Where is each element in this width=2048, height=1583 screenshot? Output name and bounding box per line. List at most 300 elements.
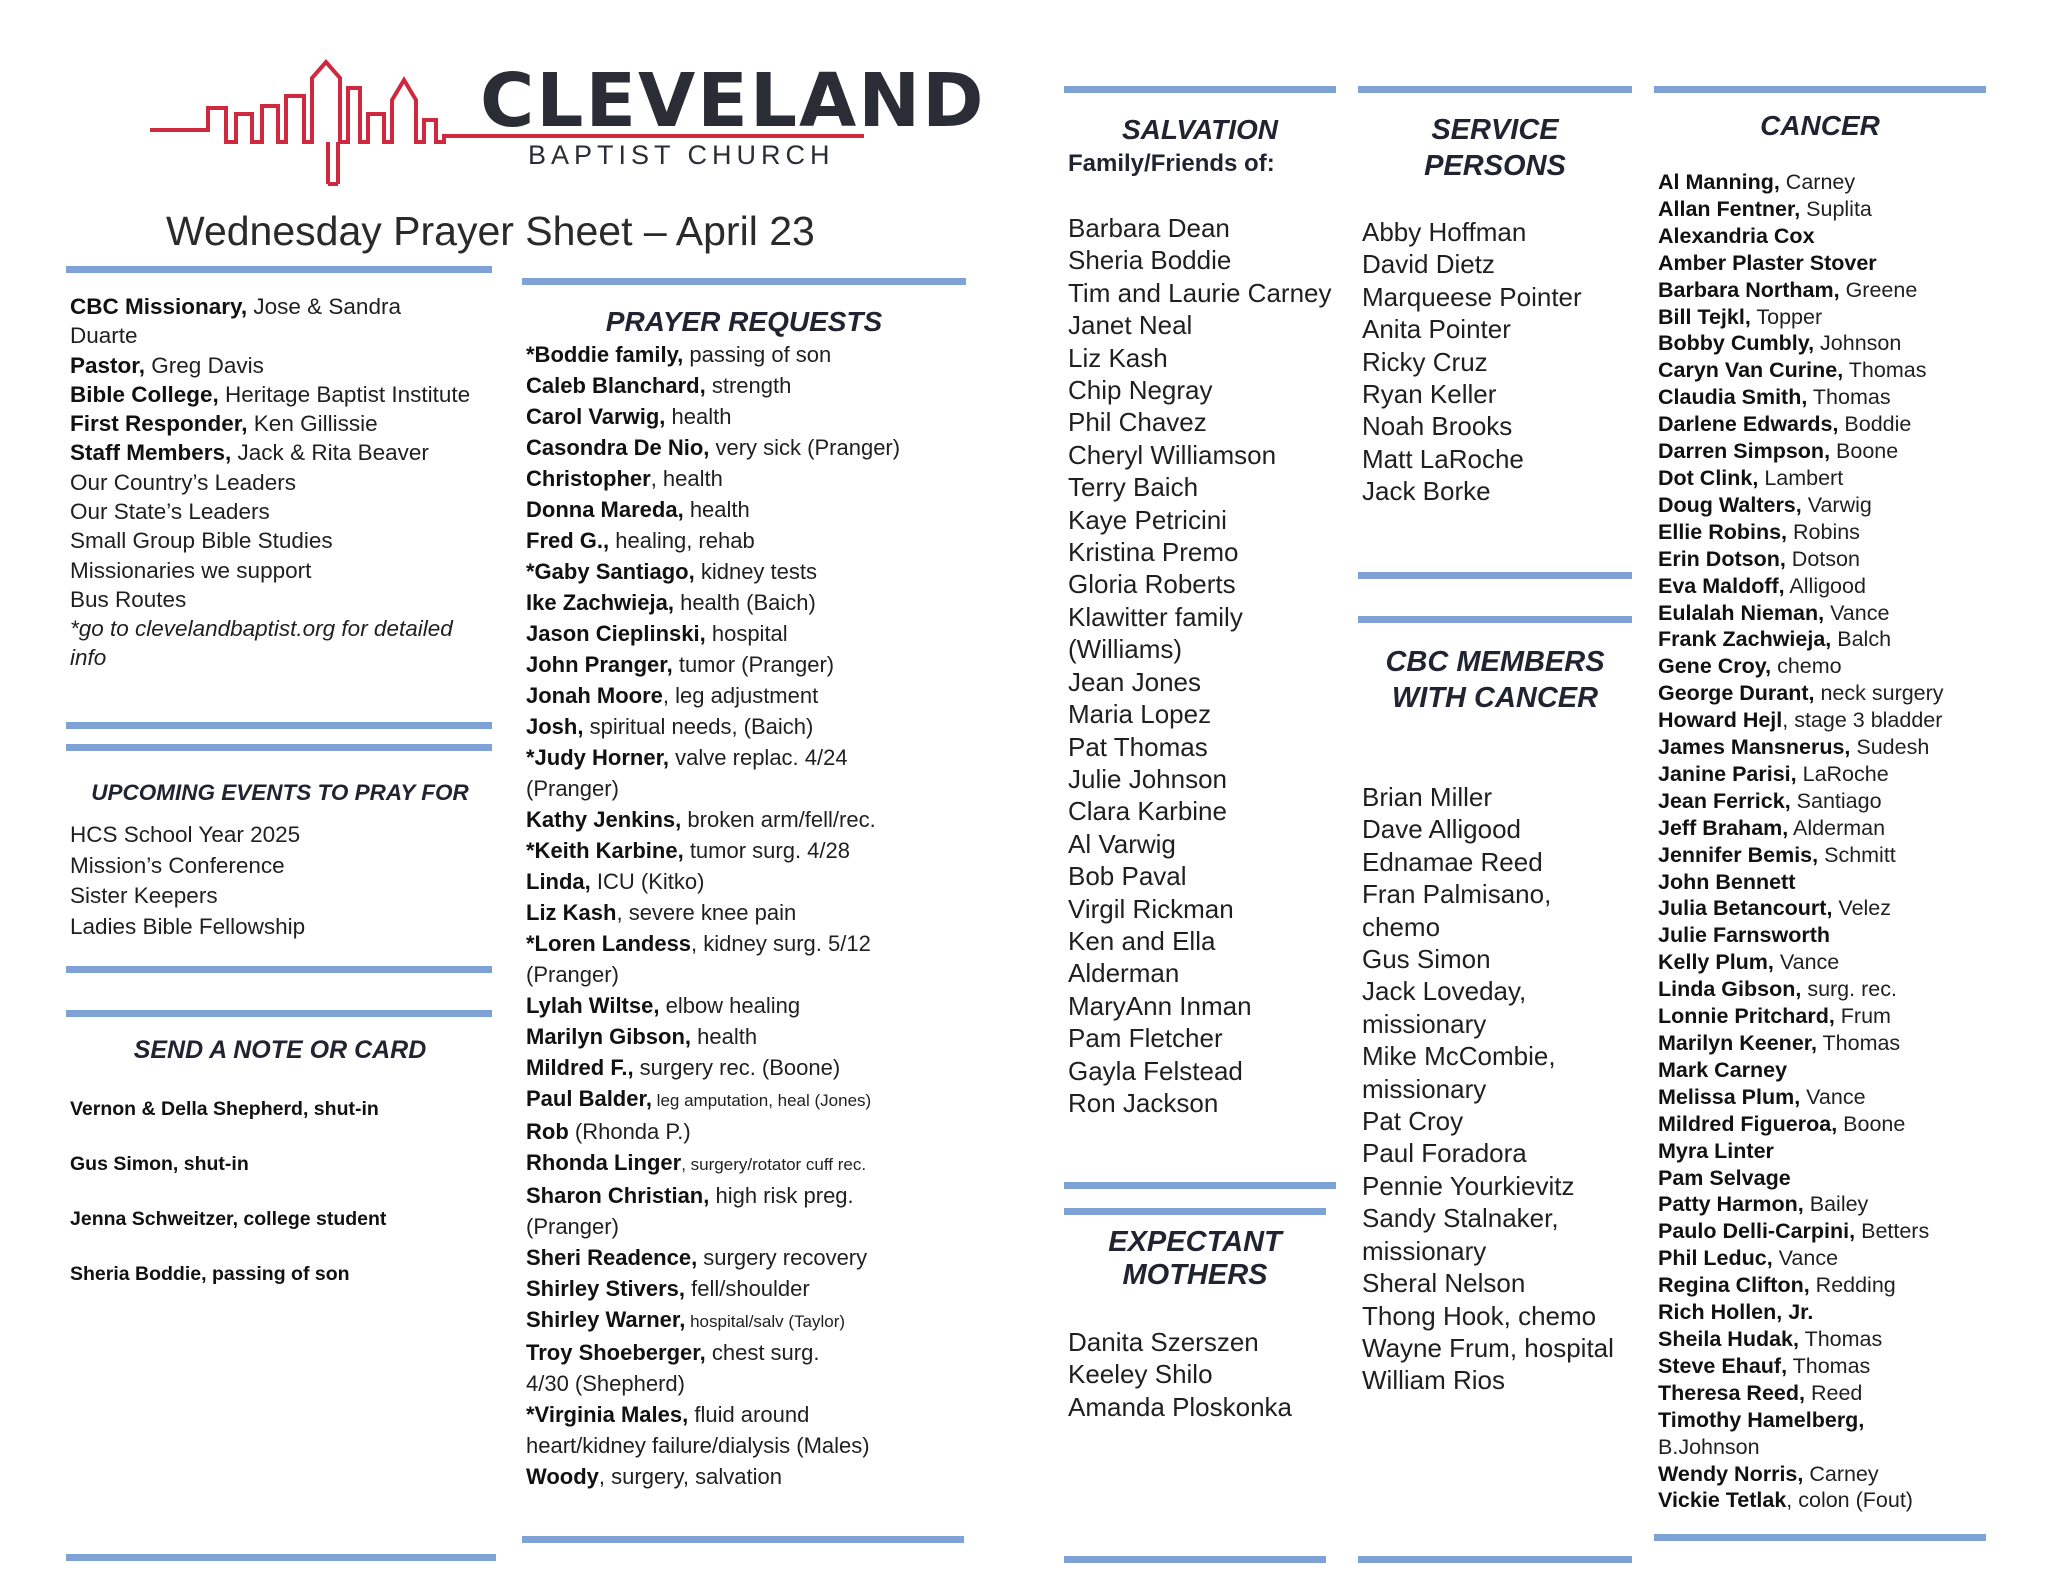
cancer-item-detail: Bailey [1803, 1192, 1869, 1217]
salvation-item: Julie Johnson [1068, 763, 1227, 794]
salvation-item: Chip Negray [1068, 375, 1213, 406]
send-note-item: Gus Simon, shut-in [70, 1153, 249, 1175]
salvation-item: Ron Jackson [1068, 1087, 1219, 1118]
cancer-item-name: Dot Clink, [1658, 465, 1759, 490]
prayer-request-item-detail: healing, rehab [609, 528, 755, 553]
cancer-item [1658, 411, 1998, 438]
cancer-item-detail: Alligood [1784, 573, 1866, 598]
cancer-item-name: Wendy Norris, [1658, 1461, 1804, 1486]
prayer-request-item [526, 959, 976, 990]
prayer-request-item-detail: valve replac. 4/24 [669, 745, 848, 770]
cancer-item-name: Amber Plaster Stover [1658, 250, 1877, 275]
cancer-item-detail: Thomas [1816, 1031, 1901, 1055]
cancer-item [1658, 304, 1998, 331]
prayer-request-item-name: Rhonda Linger [526, 1150, 682, 1175]
prayer-request-item-detail: tumor surg. 4/28 [683, 838, 851, 863]
leadership-item [70, 438, 500, 467]
cancer-item-detail: Lambert [1758, 465, 1844, 490]
send-note-heading: SEND A NOTE OR CARD [133, 1036, 427, 1064]
cancer-item [1658, 1218, 1998, 1245]
cancer-item-name: Rich Hollen, Jr. [1658, 1300, 1814, 1325]
prayer-request-item [526, 1430, 976, 1461]
cbc-cancer-heading [1358, 644, 1632, 716]
salvation-item: Pat Thomas [1068, 731, 1208, 762]
cancer-heading: CANCER [1760, 110, 1880, 141]
prayer-request-item [526, 835, 976, 866]
divider [1358, 572, 1632, 579]
salvation-item: Terry Baich [1068, 472, 1199, 503]
cancer-item [1658, 196, 1998, 223]
divider [1358, 1556, 1632, 1563]
salvation-item: Kaye Petricini [1068, 504, 1227, 535]
prayer-request-item-name: *Boddie family, [526, 342, 684, 367]
cancer-item-detail: Thomas [1787, 1353, 1871, 1378]
divider [66, 266, 492, 273]
service-item: Anita Pointer [1362, 314, 1511, 345]
prayer-request-item-detail: passing of son [683, 342, 832, 367]
leadership-item [70, 292, 500, 321]
send-note-item: Sheria Boddie, passing of son [70, 1263, 350, 1285]
cbc-cancer-item: Ednamae Reed [1362, 846, 1543, 877]
salvation-item: Sheria Boddie [1068, 245, 1232, 276]
divider [1654, 86, 1986, 93]
divider [1064, 86, 1336, 93]
cancer-item-detail: Vance [1824, 600, 1890, 625]
prayer-request-item [526, 1304, 976, 1337]
cancer-item [1658, 1138, 1998, 1165]
cancer-item-detail: Reed [1804, 1380, 1863, 1405]
cancer-item [1658, 949, 1998, 976]
prayer-request-item-name: Troy Shoeberger, [526, 1340, 706, 1365]
leadership-item [70, 380, 500, 409]
cancer-item [1658, 330, 1998, 357]
leadership-item-detail: Our State’s Leaders [70, 499, 270, 525]
service-item: Matt LaRoche [1362, 443, 1524, 474]
salvation-list [1068, 212, 1338, 1119]
cancer-item-name: Paulo Delli-Carpini, [1658, 1219, 1856, 1244]
prayer-request-item-name: Liz Kash [526, 900, 617, 925]
prayer-request-item-detail: high risk preg. [709, 1183, 854, 1208]
logo-subtitle: BAPTIST CHURCH [528, 140, 835, 170]
cancer-item-detail: Topper [1750, 304, 1823, 329]
prayer-request-item-detail: broken arm/fell/rec. [681, 807, 876, 832]
prayer-request-item-name: Carol Varwig, [526, 404, 666, 429]
cancer-item [1658, 438, 1998, 465]
leadership-item-detail: Greg Davis [145, 352, 264, 378]
cancer-item [1658, 815, 1998, 842]
leadership-item-detail: Heritage Baptist Institute [218, 381, 471, 407]
cancer-item-detail: Balch [1831, 627, 1892, 652]
prayer-request-item-name: Caleb Blanchard, [526, 373, 706, 398]
salvation-item: Maria Lopez [1068, 699, 1212, 730]
cancer-item [1658, 519, 1998, 546]
cancer-item-name: Ellie Robins, [1658, 519, 1788, 544]
leadership-item-detail: Ken Gillissie [247, 411, 378, 437]
cancer-item-detail: , colon (Fout) [1786, 1488, 1913, 1513]
expectant-item: Amanda Ploskonka [1068, 1391, 1293, 1422]
cbc-cancer-item: Fran Palmisano, [1362, 879, 1552, 910]
prayer-request-item [526, 928, 976, 959]
cancer-item-detail: B.Johnson [1658, 1434, 1760, 1459]
prayer-request-item-name: *Loren Landess [526, 931, 692, 956]
cancer-item [1658, 922, 1998, 949]
prayer-request-item [526, 897, 976, 928]
prayer-request-item-detail: , kidney surg. 5/12 [691, 931, 871, 956]
service-heading-line: PERSONS [1424, 150, 1566, 182]
cancer-item-detail: Carney [1779, 170, 1856, 194]
cancer-item [1658, 869, 1998, 896]
salvation-item: Liz Kash [1068, 342, 1168, 373]
salvation-item: Bob Paval [1068, 861, 1187, 892]
cancer-item [1658, 357, 1998, 384]
prayer-request-item-detail: (Pranger) [526, 962, 619, 987]
cancer-item-name: Jennifer Bemis, [1658, 842, 1819, 867]
cbc-cancer-item: Sheral Nelson [1362, 1268, 1526, 1299]
prayer-request-item-name: Sheri Readence, [526, 1245, 698, 1270]
upcoming-list [70, 820, 490, 942]
logo-wordmark: CLEVELAND [480, 58, 986, 144]
salvation-item: Ken and Ella [1068, 925, 1216, 956]
prayer-request-item-name: Rob [526, 1119, 569, 1144]
page-title: Wednesday Prayer Sheet – April 23 [166, 208, 815, 254]
prayer-request-item [526, 1180, 976, 1211]
cancer-item-name: Eva Maldoff, [1658, 573, 1785, 598]
prayer-request-item-detail: , health [650, 466, 723, 491]
cancer-item-name: Jean Ferrick, [1658, 788, 1791, 813]
leadership-item-detail: Small Group Bible Studies [70, 528, 333, 554]
cancer-item-detail: Alderman [1788, 815, 1886, 840]
prayer-request-item-name: Paul Balder, [526, 1086, 652, 1111]
cancer-item [1658, 1407, 1998, 1434]
salvation-item: Virgil Rickman [1068, 893, 1234, 924]
divider [66, 744, 492, 751]
leadership-item [70, 468, 500, 497]
divider [1064, 1182, 1336, 1189]
cancer-item-detail: Boddie [1838, 412, 1912, 437]
cancer-item-name: Linda Gibson, [1658, 977, 1802, 1002]
prayer-request-item-detail: strength [705, 373, 792, 398]
prayer-request-item-detail: kidney tests [694, 559, 817, 584]
expectant-heading [1064, 1226, 1326, 1292]
salvation-item: Cheryl Williamson [1068, 439, 1277, 470]
prayer-request-item-name: Donna Mareda, [526, 497, 684, 522]
leadership-item-detail: Jose & Sandra [247, 294, 401, 319]
prayer-request-item [526, 525, 976, 556]
prayer-request-item-detail: (Pranger) [526, 776, 619, 801]
cbc-cancer-item: Dave Alligood [1362, 814, 1521, 845]
cancer-item [1658, 895, 1998, 922]
service-heading [1358, 112, 1632, 184]
cancer-item-name: Erin Dotson, [1658, 546, 1786, 571]
divider [1064, 1556, 1326, 1563]
prayer-request-item-name: *Keith Karbine, [526, 838, 684, 863]
cancer-item-name: Regina Clifton, [1658, 1273, 1810, 1298]
prayer-request-item-detail: spiritual needs, (Baich) [583, 714, 814, 739]
cancer-item-name: Melissa Plum, [1658, 1084, 1801, 1109]
expectant-item: Keeley Shilo [1068, 1359, 1213, 1390]
prayer-request-item [526, 587, 976, 618]
cancer-item-detail: Vance [1773, 950, 1840, 975]
prayer-request-item [526, 1083, 976, 1116]
cancer-item [1658, 976, 1998, 1003]
divider [1358, 616, 1632, 623]
upcoming-item: Sister Keepers [70, 883, 218, 908]
prayer-request-item [526, 432, 976, 463]
cbc-cancer-heading-line: WITH CANCER [1391, 682, 1599, 714]
prayer-request-item [526, 680, 976, 711]
cancer-item-detail: Vance [1772, 1246, 1839, 1271]
service-item: Ryan Keller [1362, 379, 1497, 410]
prayer-request-item-name: Kathy Jenkins, [526, 807, 682, 832]
salvation-item: Kristina Premo [1068, 537, 1239, 568]
cbc-cancer-item: missionary [1362, 1073, 1487, 1104]
cancer-item-detail: Varwig [1801, 492, 1872, 517]
prayer-request-item-name: Jason Cieplinski, [526, 621, 706, 646]
salvation-item: Janet Neal [1068, 310, 1193, 341]
website-note [70, 614, 453, 673]
cancer-item-name: Vickie Tetlak [1658, 1488, 1787, 1513]
service-heading-line: SERVICE [1431, 114, 1559, 146]
cancer-item [1658, 680, 1998, 707]
prayer-request-item-detail: (Pranger) [526, 1214, 619, 1239]
prayer-request-item [526, 1368, 976, 1399]
prayer-request-item [526, 556, 976, 587]
prayer-request-item-detail: , severe knee pain [616, 900, 797, 925]
cancer-item-name: Barbara Northam, [1658, 277, 1840, 302]
prayer-request-item-detail: fell/shoulder [684, 1276, 810, 1301]
cancer-item-detail: , stage 3 bladder [1782, 708, 1943, 733]
cancer-item-name: Pam Selvage [1658, 1165, 1791, 1190]
service-item: Abby Hoffman [1362, 217, 1527, 247]
cancer-item [1658, 1084, 1998, 1111]
cancer-item-name: Allan Fentner, [1658, 196, 1801, 221]
prayer-requests-heading: PRAYER REQUESTS [605, 306, 883, 337]
cbc-cancer-item: Gus Simon [1362, 944, 1491, 975]
cancer-item-name: Bobby Cumbly, [1658, 331, 1815, 356]
cancer-item [1658, 1057, 1998, 1084]
salvation-item: Al Varwig [1068, 828, 1176, 859]
leadership-item-name: CBC Missionary, [70, 294, 248, 319]
cancer-item-name: Caryn Van Curine, [1658, 358, 1844, 383]
cancer-item-name: Eulalah Nieman, [1658, 600, 1825, 625]
cbc-cancer-item: missionary [1362, 1235, 1487, 1266]
upcoming-heading: UPCOMING EVENTS TO PRAY FOR [91, 780, 469, 805]
cancer-item-name: Phil Leduc, [1658, 1246, 1773, 1271]
prayer-request-item-name: Linda, [526, 869, 591, 894]
leadership-item-detail: Duarte [70, 323, 138, 349]
salvation-heading: SALVATION [1121, 114, 1279, 145]
cancer-item [1658, 384, 1998, 411]
divider [1064, 1208, 1326, 1215]
leadership-item [70, 585, 500, 614]
divider [1358, 86, 1632, 93]
prayer-request-item-detail: hospital [705, 621, 788, 646]
prayer-request-item [526, 339, 976, 370]
cancer-item-detail: Velez [1832, 896, 1892, 921]
prayer-request-item-name: Marilyn Gibson, [526, 1024, 692, 1049]
prayer-request-item-name: *Gaby Santiago, [526, 559, 695, 584]
divider [66, 1554, 496, 1561]
prayer-request-item [526, 711, 976, 742]
cancer-item-detail: Thomas [1807, 385, 1891, 410]
prayer-request-item-detail: health [665, 404, 732, 429]
prayer-request-item [526, 1147, 976, 1180]
cancer-item [1658, 573, 1998, 600]
prayer-request-item-detail: health (Baich) [673, 590, 816, 615]
prayer-request-item [526, 1399, 976, 1430]
cancer-item [1658, 1299, 1998, 1326]
leadership-item-name: Pastor, [70, 352, 146, 378]
cancer-item-detail: Santiago [1790, 788, 1882, 813]
prayer-request-item-name: Shirley Stivers, [526, 1276, 685, 1301]
cancer-item-name: Timothy Hamelberg, [1658, 1407, 1865, 1432]
cancer-item [1658, 250, 1998, 277]
salvation-item: Barbara Dean [1068, 213, 1230, 243]
prayer-request-item [526, 1337, 976, 1368]
cancer-item-detail: Greene [1839, 277, 1918, 302]
cancer-item-name: John Bennett [1658, 869, 1796, 894]
service-list [1362, 216, 1632, 508]
cancer-item-name: Mildred Figueroa, [1658, 1111, 1838, 1136]
prayer-request-item-detail: , surgery, salvation [598, 1464, 782, 1489]
cancer-item-name: Mark Carney [1658, 1057, 1788, 1082]
prayer-request-item-name: Jonah Moore [526, 683, 663, 708]
prayer-request-item-detail: chest surg. [705, 1340, 820, 1365]
prayer-request-item-name: Sharon Christian, [526, 1183, 710, 1208]
divider [66, 722, 492, 729]
cancer-item [1658, 1461, 1998, 1488]
cbc-cancer-item: Paul Foradora [1362, 1138, 1527, 1169]
divider [522, 278, 966, 285]
prayer-request-item [526, 649, 976, 680]
upcoming-item: Ladies Bible Fellowship [70, 913, 306, 939]
prayer-request-item-detail: leg amputation, heal (Jones) [651, 1091, 872, 1110]
prayer-request-item-detail: , leg adjustment [662, 683, 819, 708]
cancer-item-name: Steve Ehauf, [1658, 1353, 1788, 1378]
cbc-cancer-list [1362, 781, 1642, 1397]
prayer-request-item-name: Ike Zachwieja, [526, 590, 674, 615]
cancer-item-name: Myra Linter [1658, 1138, 1774, 1163]
expectant-item: Danita Szerszen [1068, 1327, 1259, 1357]
prayer-request-item-detail: (Rhonda P.) [568, 1119, 691, 1144]
prayer-request-item-name: Casondra De Nio, [526, 435, 710, 460]
cancer-item-detail: Thomas [1843, 358, 1927, 383]
send-note-item: Jenna Schweitzer, college student [70, 1208, 387, 1230]
prayer-request-item-detail: health [683, 497, 750, 522]
leadership-item-detail: Our Country’s Leaders [70, 469, 296, 495]
cancer-item-detail: Sudesh [1850, 735, 1930, 760]
website-note-line: *go to clevelandbaptist.org for detailed [70, 616, 453, 641]
cancer-item-detail: LaRoche [1796, 761, 1889, 786]
prayer-request-item-detail: health [691, 1024, 758, 1049]
cancer-item [1658, 465, 1998, 492]
salvation-item: Phil Chavez [1068, 407, 1207, 438]
cancer-item-name: Janine Parisi, [1658, 761, 1797, 786]
salvation-item: (Williams) [1068, 634, 1183, 665]
cancer-item [1658, 788, 1998, 815]
prayer-request-item-name: Lylah Wiltse, [526, 993, 660, 1018]
cancer-item [1658, 1326, 1998, 1353]
cancer-item [1658, 223, 1998, 250]
salvation-item: Gayla Felstead [1068, 1055, 1243, 1086]
salvation-item: Klawitter family [1068, 601, 1243, 632]
leadership-item [70, 351, 500, 380]
cbc-cancer-item: Jack Loveday, [1362, 976, 1527, 1007]
salvation-item: Clara Karbine [1068, 796, 1227, 827]
leadership-item [70, 526, 500, 555]
upcoming-item: Mission’s Conference [70, 852, 285, 878]
cancer-item-detail: Schmitt [1818, 842, 1896, 867]
service-item: Ricky Cruz [1362, 346, 1488, 377]
cancer-item-name: Bill Tejkl, [1658, 304, 1751, 329]
cancer-item [1658, 707, 1998, 734]
leadership-item [70, 556, 500, 585]
cancer-item-detail: surg. rec. [1801, 977, 1897, 1002]
prayer-request-item [526, 618, 976, 649]
prayer-request-item-name: *Judy Horner, [526, 745, 670, 770]
cancer-item-name: Sheila Hudak, [1658, 1326, 1799, 1351]
cancer-item [1658, 1434, 1998, 1461]
prayer-request-item [526, 1116, 976, 1147]
prayer-request-item-name: Mildred F., [526, 1055, 634, 1080]
prayer-request-item-name: Shirley Warner, [526, 1307, 686, 1332]
cbc-cancer-item: chemo [1362, 911, 1441, 942]
prayer-request-item [526, 866, 976, 897]
prayer-request-item-name: Josh, [526, 714, 584, 739]
service-item: Jack Borke [1362, 476, 1491, 507]
cancer-item [1658, 169, 1998, 196]
cancer-item-name: Darlene Edwards, [1658, 412, 1839, 437]
cancer-item-name: Alexandria Cox [1658, 223, 1815, 248]
cancer-item [1658, 1272, 1998, 1299]
prayer-request-item-detail: fluid around [688, 1402, 810, 1427]
salvation-item: Gloria Roberts [1068, 569, 1236, 600]
cancer-item-name: Patty Harmon, [1658, 1192, 1804, 1217]
leadership-item-name: First Responder, [70, 411, 248, 437]
leadership-item [70, 497, 500, 526]
cancer-item-name: Al Manning, [1658, 170, 1780, 194]
cancer-item-detail: Thomas [1799, 1326, 1883, 1351]
prayer-request-item [526, 990, 976, 1021]
cancer-item-detail: Carney [1803, 1461, 1879, 1486]
cbc-cancer-item: Brian Miller [1362, 782, 1493, 812]
cancer-item-detail: Suplita [1800, 196, 1872, 221]
divider [66, 966, 492, 973]
upcoming-item: HCS School Year 2025 [70, 822, 301, 847]
cancer-item [1658, 761, 1998, 788]
cancer-item [1658, 546, 1998, 573]
cancer-item-detail: Boone [1830, 439, 1899, 464]
prayer-request-item-name: Fred G., [526, 528, 610, 553]
cbc-cancer-item: Sandy Stalnaker, [1362, 1203, 1559, 1234]
divider [1654, 1534, 1986, 1541]
cancer-item [1658, 1111, 1998, 1138]
expectant-list [1068, 1326, 1338, 1423]
cancer-item-name: Frank Zachwieja, [1658, 627, 1832, 652]
cancer-item [1658, 1191, 1998, 1218]
service-item: David Dietz [1362, 249, 1495, 280]
leadership-item-name: Staff Members, [70, 440, 232, 466]
leadership-item [70, 409, 500, 438]
prayer-request-item-detail: ICU (Kitko) [590, 869, 705, 894]
cancer-item-name: Gene Croy, [1658, 654, 1772, 679]
cancer-item [1658, 1487, 1998, 1514]
cancer-item [1658, 1165, 1998, 1192]
cancer-item-name: Marilyn Keener, [1658, 1031, 1817, 1055]
cancer-item [1658, 492, 1998, 519]
cbc-cancer-item: William Rios [1362, 1365, 1505, 1396]
cancer-item [1658, 277, 1998, 304]
